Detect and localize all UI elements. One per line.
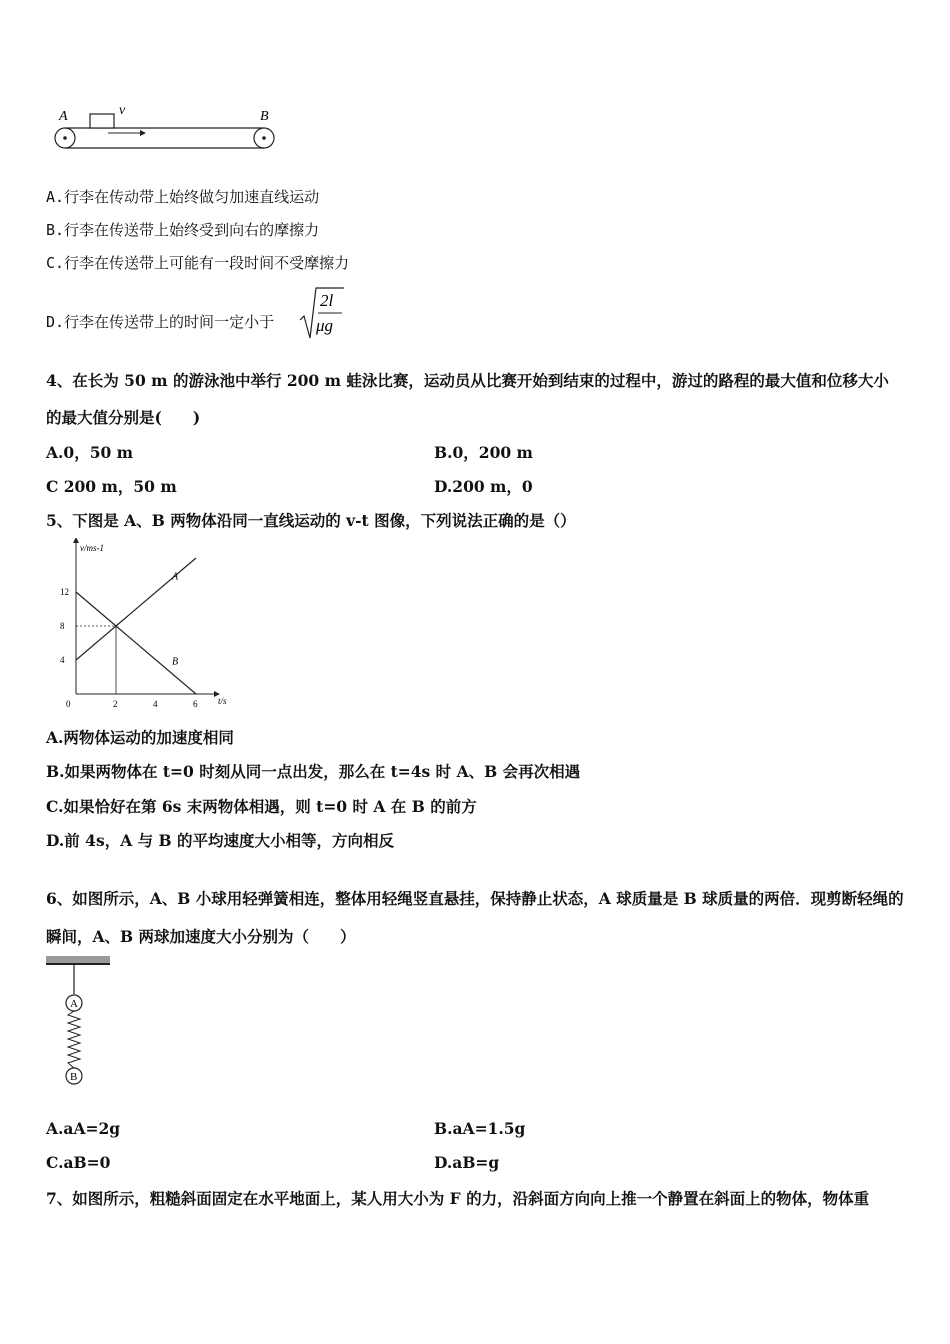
q6-option-b: B.aA=1.5g — [434, 1119, 526, 1138]
label-v: v — [119, 103, 126, 118]
ball-a-label: A — [70, 998, 78, 1010]
series-line-b — [76, 592, 196, 694]
q6-stem-line1: 6、如图所示，A、B 小球用轻弹簧相连，整体用轻绳竖直悬挂，保持静止状态，A 球质量是 B 球质量的两倍．现剪断轻绳的 — [46, 889, 904, 908]
q4-option-d: D.200 m，0 — [434, 477, 533, 496]
q3-option-b: B.行李在传送带上始终受到向右的摩擦力 — [46, 221, 320, 239]
q7-stem-line1: 7、如图所示，粗糙斜面固定在水平地面上，某人用大小为 F 的力，沿斜面方向向上推一个静置在斜面上的物体，物体重 — [46, 1189, 870, 1208]
q5-option-a: A.两物体运动的加速度相同 — [46, 728, 234, 747]
y-tick-label: 8 — [60, 621, 65, 631]
x-tick-label: 0 — [66, 699, 71, 709]
x-tick-label: 4 — [153, 699, 158, 709]
y-axis-label: v/ms-1 — [80, 543, 104, 553]
q4-option-b: B.0，200 m — [434, 443, 533, 462]
q5-option-d: D.前 4s，A 与 B 的平均速度大小相等，方向相反 — [46, 831, 395, 850]
fraction-numerator: 2l — [320, 291, 334, 310]
ball-b-label: B — [70, 1071, 78, 1083]
y-tick-label: 12 — [60, 587, 69, 597]
q6-option-a: A.aA=2g — [46, 1119, 121, 1138]
q6-option-c: C.aB=0 — [46, 1153, 111, 1172]
q4-stem-line2: 的最大值分别是( ) — [46, 408, 201, 427]
q4-option-c: C 200 m，50 m — [46, 477, 177, 496]
x-tick-label: 2 — [113, 699, 118, 709]
q3-option-c: C.行李在传送带上可能有一段时间不受摩擦力 — [46, 254, 350, 272]
q4-stem-line1: 4、在长为 50 m 的游泳池中举行 200 m 蛙泳比赛，运动员从比赛开始到结束的过程中，游过的路程的最大值和位移大小 — [46, 371, 889, 390]
fraction-denominator: μg — [316, 316, 334, 335]
spring-balls-figure — [44, 952, 114, 1092]
y-axis-arrow — [73, 538, 79, 543]
q5-option-c: C.如果恰好在第 6s 末两物体相遇，则 t=0 时 A 在 B 的前方 — [46, 797, 477, 816]
vt-chart — [48, 538, 248, 718]
label-b: B — [260, 109, 269, 124]
sqrt-fraction-formula — [298, 284, 348, 342]
x-axis-label: t/s — [218, 696, 227, 706]
series-label-b: B — [172, 656, 179, 668]
q3-option-a: A.行李在传动带上始终做匀加速直线运动 — [46, 188, 320, 206]
x-tick-label: 6 — [193, 699, 198, 709]
q5-option-b: B.如果两物体在 t=0 时刻从同一点出发，那么在 t=4s 时 A、B 会再次相遇 — [46, 762, 581, 781]
q6-stem-line2: 瞬间，A、B 两球加速度大小分别为（ ） — [46, 927, 356, 946]
label-a: A — [59, 109, 68, 124]
y-tick-label: 4 — [60, 655, 65, 665]
q3-option-d: D.行李在传送带上的时间一定小于 — [46, 313, 275, 331]
q5-stem: 5、下图是 A、B 两物体沿同一直线运动的 v-t 图像，下列说法正确的是（） — [46, 511, 576, 530]
conveyor-belt-figure — [48, 100, 288, 160]
q6-option-d: D.aB=g — [434, 1153, 500, 1172]
q4-option-a: A.0，50 m — [46, 443, 134, 462]
series-label-a: A — [172, 571, 179, 583]
